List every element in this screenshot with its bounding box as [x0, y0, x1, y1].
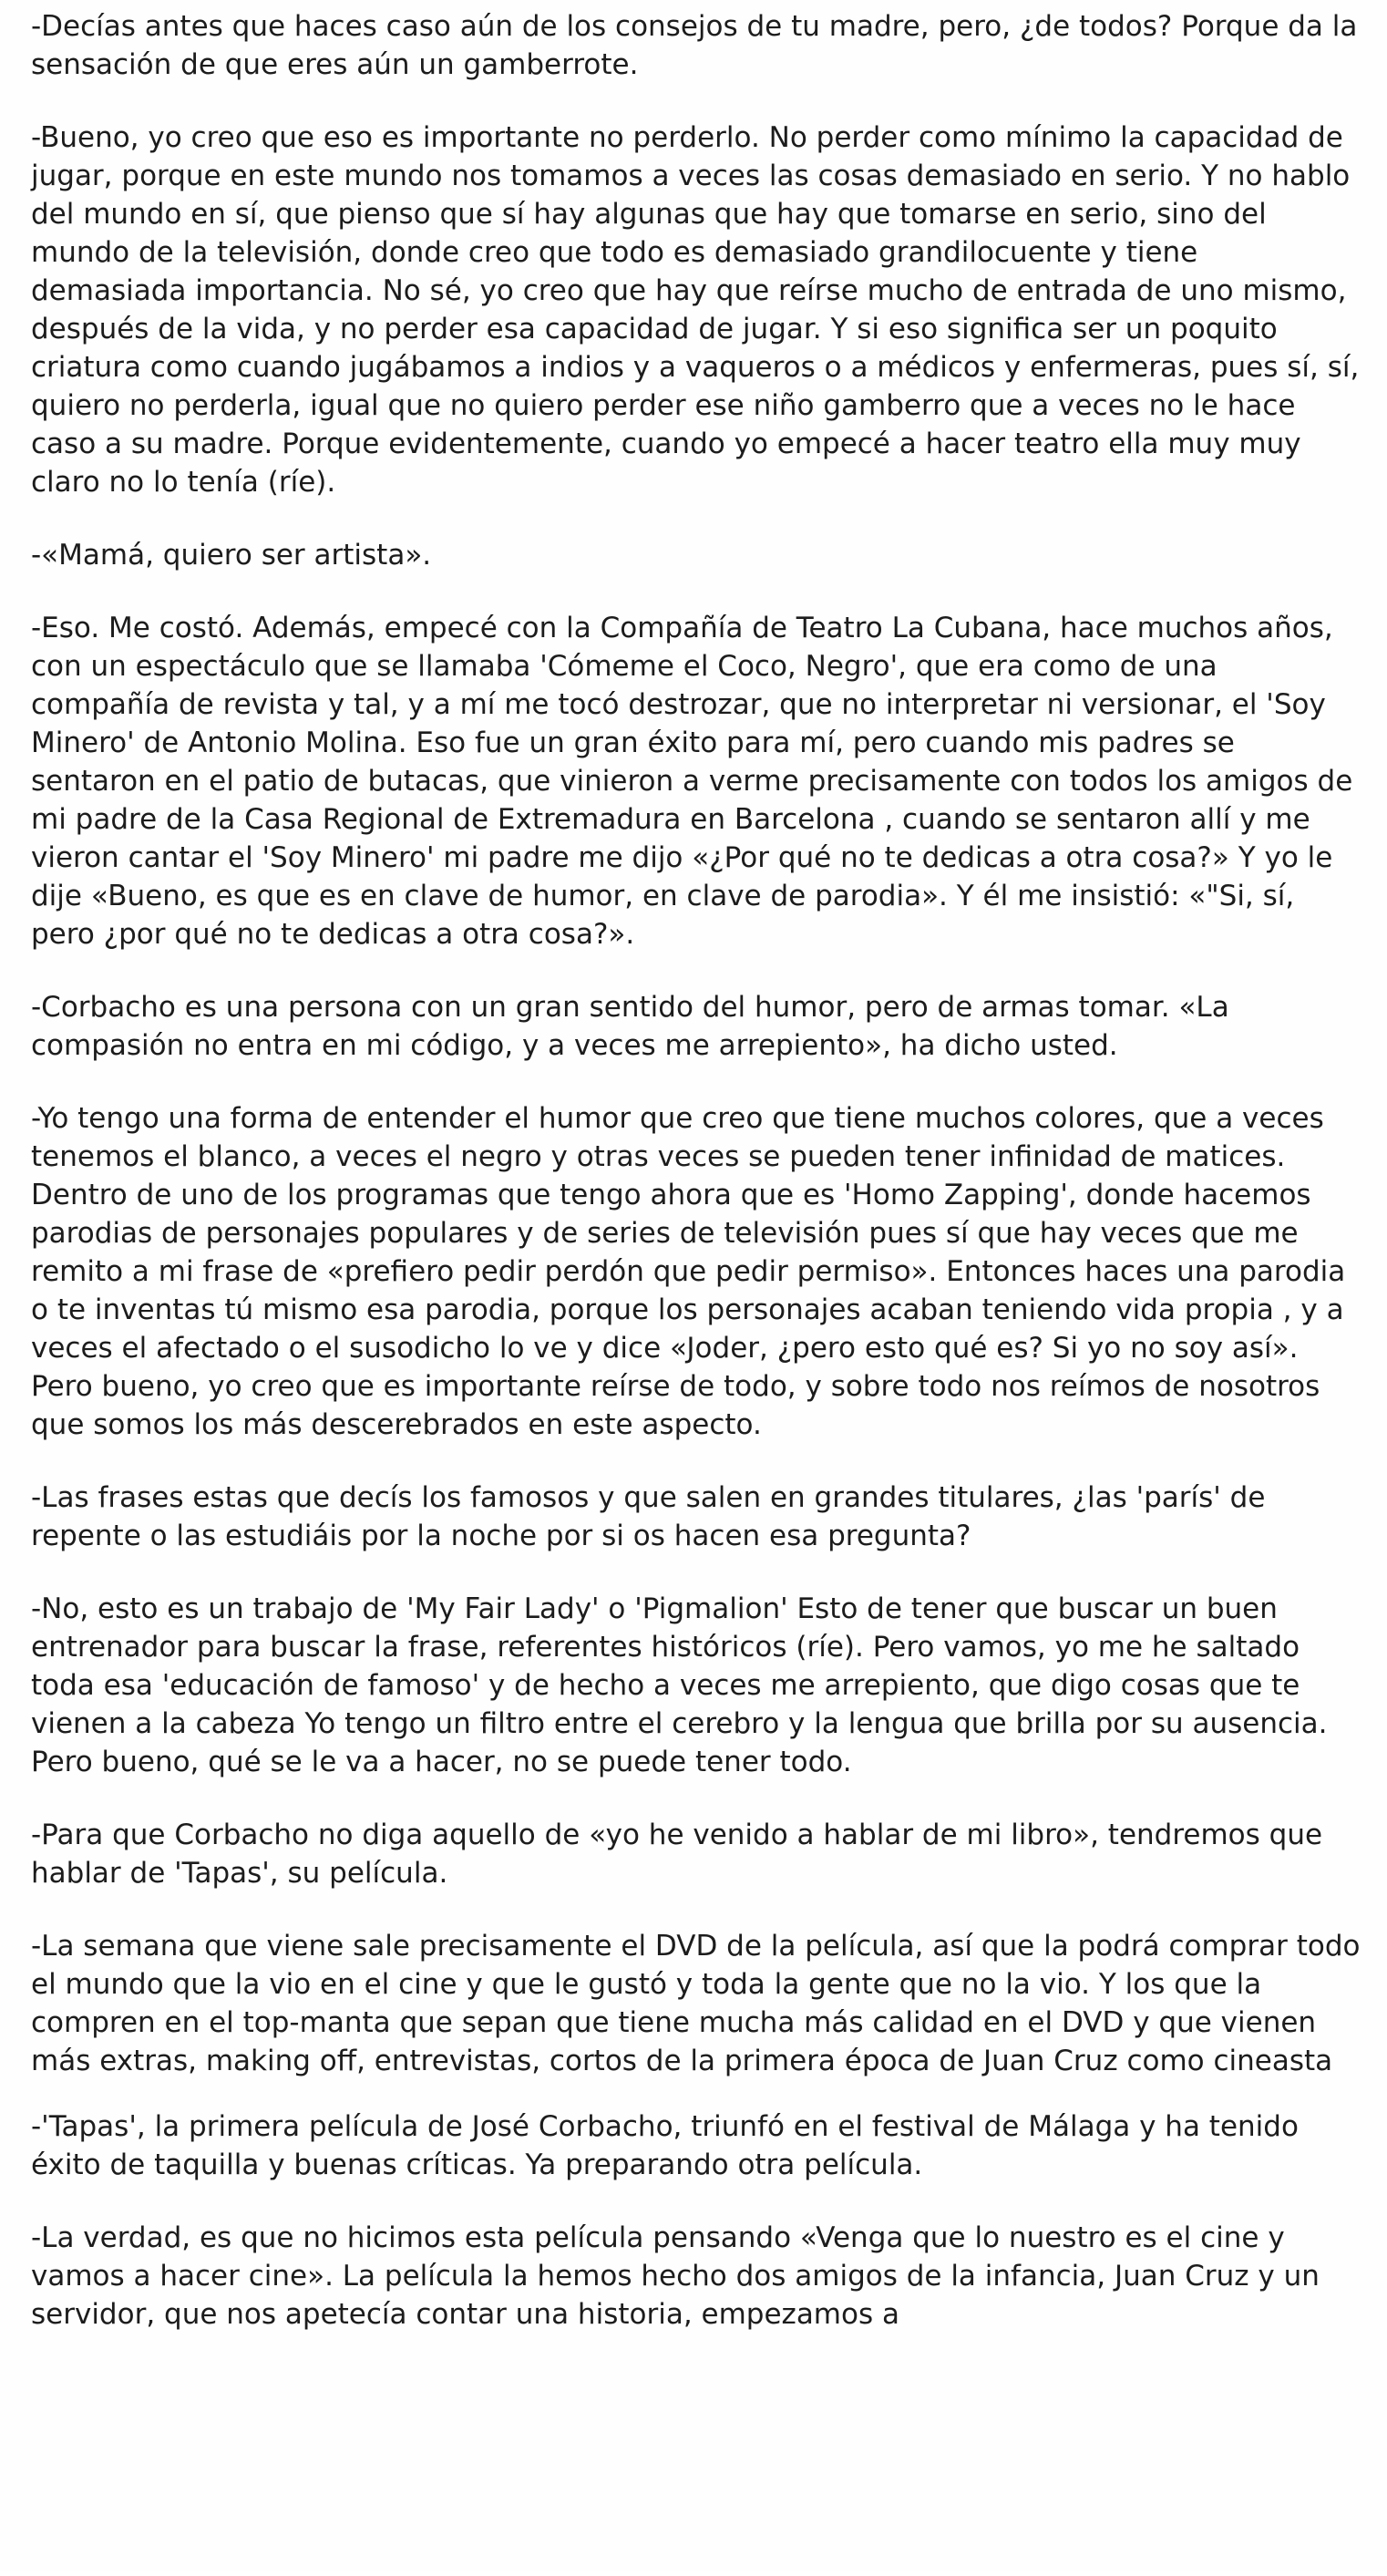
paragraph-answer-3: -Yo tengo una forma de entender el humor que creo que tiene muchos colores, que a veces tenemos el blanco, a veces el negro y otras veces se pueden tener infinidad de matices. Dentro de uno de los programas que tengo ahora que es 'Homo Zapping', donde hacemos parodias de personajes populares y de series de televisión pues sí que hay veces que me remito a mi frase de «prefiero pedir perdón que pedir permiso». Entonces haces una parodia o te inventas tú mismo esa parodia, porque los personajes acaban teniendo vida propia , y a veces el afectado o el susodicho lo ve y dice «Joder, ¿pero esto qué es? Si yo no soy así». Pero bueno, yo creo que es importante reírse de todo, y sobre todo nos reímos de nosotros que somos los más descerebrados en este aspecto.	[31, 1102, 1346, 1441]
interview-text	[31, 7, 1361, 2368]
paragraph-answer-4: -No, esto es un trabajo de 'My Fair Lady' o 'Pigmalion' Esto de tener que buscar un buen entrenador para buscar la frase, referentes históricos (ríe). Pero vamos, yo me he saltado toda esa 'educación de famoso' y de hecho a veces me arrepiento, que digo cosas que te vienen a la cabeza Yo tengo un filtro entre el cerebro y la lengua que brilla por su ausencia. Pero bueno, qué se le va a hacer, no se puede tener todo.	[31, 1592, 1328, 1778]
paragraph-answer-2: -Eso. Me costó. Además, empecé con la Compañía de Teatro La Cubana, hace muchos años, con un espectáculo que se llamaba 'Cómeme el Coco, Negro', que era como de una compañía de revista y tal, y a mí me tocó destrozar, que no interpretar ni versionar, el 'Soy Minero' de Antonio Molina. Eso fue un gran éxito para mí, pero cuando mis padres se sentaron en el patio de butacas, que vinieron a verme precisamente con todos los amigos de mi padre de la Casa Regional de Extremadura en Barcelona , cuando se sentaron allí y me vieron cantar el 'Soy Minero' mi padre me dijo «¿Por qué no te dedicas a otra cosa?» Y yo le dije «Bueno, es que es en clave de humor, en clave de parodia». Y él me insistió: «"Si, sí, pero ¿por qué no te dedicas a otra cosa?».	[31, 612, 1353, 951]
paragraph-answer-6: -La verdad, es que no hicimos esta película pensando «Venga que lo nuestro es el cine y vamos a hacer cine». La película la hemos hecho dos amigos de la infancia, Juan Cruz y un servidor, que nos apetecía contar una historia, empezamos a	[31, 2221, 1320, 2331]
paragraph-answer-5: -La semana que viene sale precisamente el DVD de la película, así que la podrá comprar todo el mundo que la vio en el cine y que le gustó y toda la gente que no la vio. Y los que la compren en el top-manta que sepan que tiene mucha más calidad en el DVD y que vienen más extras, making off, entrevistas, cortos de la primera época de Juan Cruz como cineasta	[31, 1930, 1361, 2077]
paragraph-question-4: -Las frases estas que decís los famosos y que salen en grandes titulares, ¿las 'parís' de repente o las estudiáis por la noche por si os hacen esa pregunta?	[31, 1481, 1266, 1552]
paragraph-question-5: -Para que Corbacho no diga aquello de «yo he venido a hablar de mi libro», tendremos que hablar de 'Tapas', su película.	[31, 1819, 1323, 1890]
paragraph-answer-1: -Bueno, yo creo que eso es importante no perderlo. No perder como mínimo la capacidad de jugar, porque en este mundo nos tomamos a veces las cosas demasiado en serio. Y no hablo del mundo en sí, que pienso que sí hay algunas que hay que tomarse en serio, sino del mundo de la televisión, donde creo que todo es demasiado grandilocuente y tiene demasiada importancia. No sé, yo creo que hay que reírse mucho de entrada de uno mismo, después de la vida, y no perder esa capacidad de jugar. Y si eso significa ser un poquito criatura como cuando jugábamos a indios y a vaqueros o a médicos y enfermeras, pues sí, sí, quiero no perderla, igual que no quiero perder ese niño gamberro que a veces no le hace caso a su madre. Porque evidentemente, cuando yo empecé a hacer teatro ella muy muy claro no lo tenía (ríe).	[31, 121, 1360, 499]
paragraph-question-2: -«Mamá, quiero ser artista».	[31, 539, 432, 572]
paragraph-question-6: -'Tapas', la primera película de José Corbacho, triunfó en el festival de Málaga y ha tenido éxito de taquilla y buenas críticas. Ya preparando otra película.	[31, 2110, 1299, 2181]
page-bottom-edge	[0, 2563, 1387, 2576]
paragraph-question-1: -Decías antes que haces caso aún de los consejos de tu madre, pero, ¿de todos? Porque da la sensación de que eres aún un gamberrote.	[31, 10, 1358, 81]
paragraph-question-3: -Corbacho es una persona con un gran sentido del humor, pero de armas tomar. «La compasión no entra en mi código, y a veces me arrepiento», ha dicho usted.	[31, 991, 1229, 1062]
